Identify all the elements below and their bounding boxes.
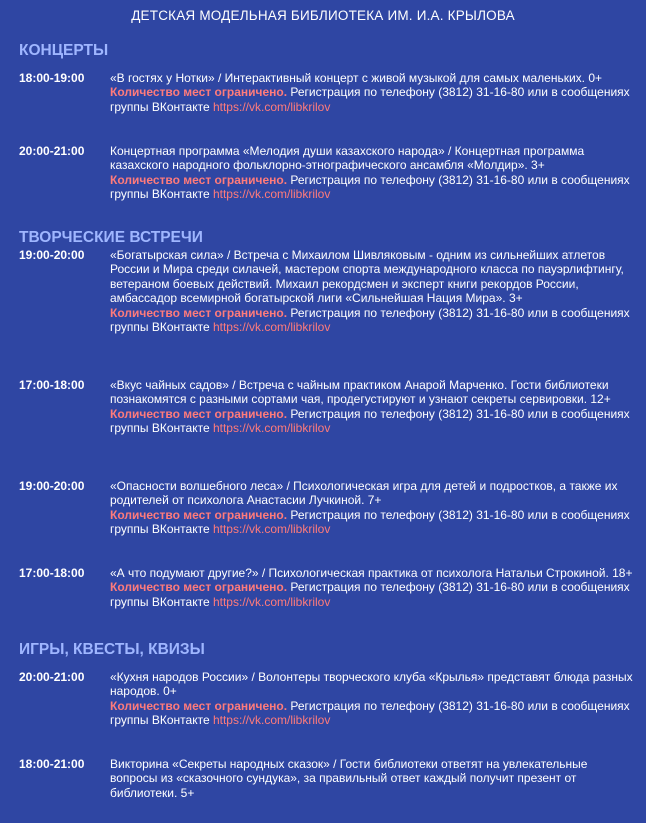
limited-seats-notice: Количество мест ограничено. <box>110 507 288 522</box>
limited-seats-notice: Количество мест ограничено. <box>110 85 288 100</box>
registration-text: Регистрация по телефону (3812) 31-16-80 или в сообщениях группы ВКонтакте <box>110 698 630 728</box>
event-time: 20:00-21:00 <box>19 670 85 684</box>
section-title-concerts: КОНЦЕРТЫ <box>19 42 109 59</box>
registration-text: Регистрация по телефону (3812) 31-16-80 или в сообщениях группы ВКонтакте <box>110 406 630 436</box>
event-body <box>110 71 638 114</box>
event-time: 19:00-20:00 <box>19 248 85 262</box>
limited-seats-notice: Количество мест ограничено. <box>110 698 288 713</box>
event-body <box>110 248 638 334</box>
event-body <box>110 378 638 436</box>
event-time: 19:00-20:00 <box>19 479 85 493</box>
event-time: 18:00-21:00 <box>19 757 85 771</box>
event-description: «Вкус чайных садов» / Встреча с чайным практиком Анарой Марченко. Гости библиотеки познакомятся с разными сортами чая, продегустируют и узнают секреты сервировки. 12+ <box>110 378 611 407</box>
registration-text: Регистрация по телефону (3812) 31-16-80 или в сообщениях группы ВКонтакте <box>110 580 630 609</box>
event-description: «В гостях у Нотки» / Интерактивный концерт с живой музыкой для самых маленьких. 0+ <box>110 71 603 85</box>
registration-text: Регистрация по телефону (3812) 31-16-80 или в сообщениях группы ВКонтакте <box>110 507 630 537</box>
event-time: 20:00-21:00 <box>19 144 85 158</box>
limited-seats-notice: Количество мест ограничено. <box>110 406 288 421</box>
event-body <box>110 479 638 537</box>
vk-link[interactable]: https://vk.com/libkrilov <box>212 187 331 202</box>
event-body <box>110 670 638 728</box>
registration-info <box>110 699 638 728</box>
event-description: Викторина «Секреты народных сказок» / Гости библиотеки ответят на увлекательные вопросы из «сказочного сундука», за правильный ответ каждый получит презент от библиотеки. 5+ <box>110 757 588 800</box>
event-description: Концертная программа «Мелодия души казахского народа» / Концертная программа казахского народного фольклорно-этнографического ансамбля «Молдир». 3+ <box>110 144 585 173</box>
vk-link[interactable]: https://vk.com/libkrilov <box>212 594 331 609</box>
section-title-creative-meetings: ТВОРЧЕСКИЕ ВСТРЕЧИ <box>19 229 203 246</box>
event-body <box>110 757 638 800</box>
section-title-games-quests-quizzes: ИГРЫ, КВЕСТЫ, КВИЗЫ <box>19 641 205 658</box>
event-body <box>110 144 638 202</box>
registration-info <box>110 85 638 114</box>
vk-link[interactable]: https://vk.com/libkrilov <box>212 421 331 436</box>
limited-seats-notice: Количество мест ограничено. <box>110 580 288 595</box>
limited-seats-notice: Количество мест ограничено. <box>110 305 288 320</box>
registration-text: Регистрация по телефону (3812) 31-16-80 или в сообщениях группы ВКонтакте <box>110 85 630 114</box>
registration-info <box>110 407 638 436</box>
vk-link[interactable]: https://vk.com/libkrilov <box>212 99 331 114</box>
vk-link[interactable]: https://vk.com/libkrilov <box>212 522 331 537</box>
event-body <box>110 566 638 609</box>
registration-text: Регистрация по телефону (3812) 31-16-80 или в сообщениях группы ВКонтакте <box>110 305 630 335</box>
event-description: «А что подумают другие?» / Психологическая практика от психолога Натальи Строкиной. 18+ <box>110 566 633 580</box>
event-description: «Богатырская сила» / Встреча с Михаилом Шивляковым - одним из сильнейших атлетов России и Мира среди силачей, мастером спорта международного класса по пауэрлифтингу, ветераном боевых действий. Михаил рекордсмен и эксперт книги рекордов России, амбассадор всемирной богатырской лиги «Сильнейшая Нация Мира». 3+ <box>110 248 624 306</box>
event-time: 17:00-18:00 <box>19 378 85 392</box>
vk-link[interactable]: https://vk.com/libkrilov <box>212 320 331 335</box>
event-description: «Кухня народов России» / Волонтеры творческого клуба «Крылья» представят блюда разных народов. 0+ <box>110 670 633 699</box>
limited-seats-notice: Количество мест ограничено. <box>110 172 288 187</box>
registration-info <box>110 306 638 335</box>
registration-info <box>110 508 638 537</box>
library-title: ДЕТСКАЯ МОДЕЛЬНАЯ БИБЛИОТЕКА ИМ. И.А. КРЫЛОВА <box>131 8 515 23</box>
event-time: 17:00-18:00 <box>19 566 85 580</box>
registration-text: Регистрация по телефону (3812) 31-16-80 или в сообщениях группы ВКонтакте <box>110 172 630 202</box>
event-description: «Опасности волшебного леса» / Психологическая игра для детей и подростков, а также их родителей от психолога Анастасии Лучкиной. 7+ <box>110 479 618 508</box>
vk-link[interactable]: https://vk.com/libkrilov <box>212 713 331 728</box>
registration-info <box>110 173 638 202</box>
registration-info <box>110 580 638 609</box>
event-time: 18:00-19:00 <box>19 71 85 85</box>
